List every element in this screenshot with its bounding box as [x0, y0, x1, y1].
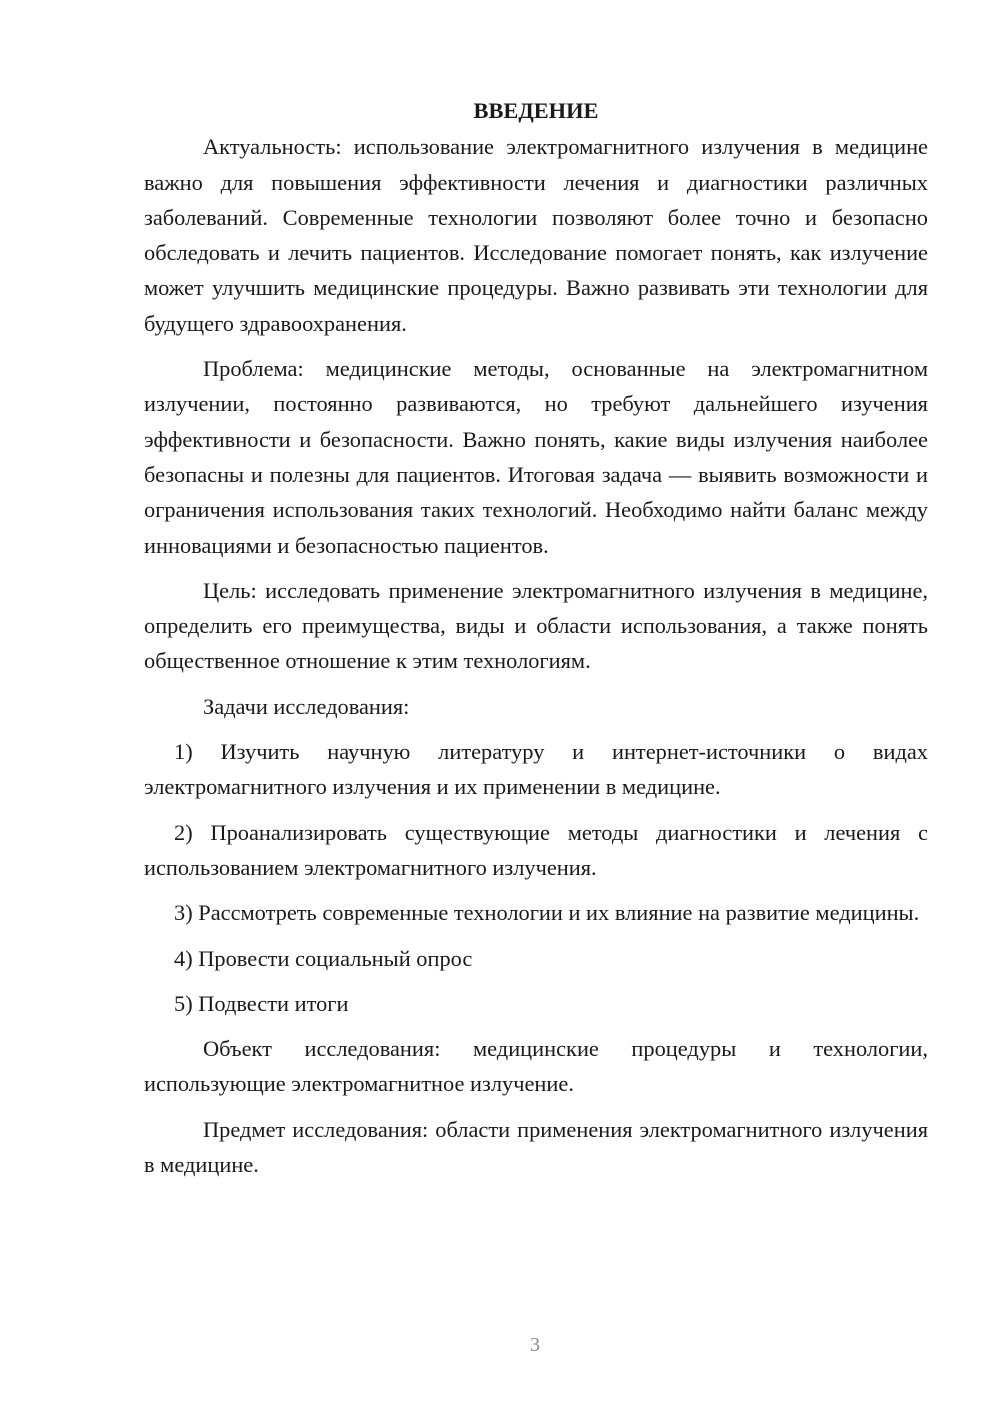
goal-paragraph: Цель: исследовать применение электромагнитного излучения в медицине, определить его преимущества, виды и области использования, а также понять общественное отношение к этим технологиям.	[144, 577, 928, 674]
object-paragraph: Объект исследования: медицинские процедуры и технологии, использующие электромагнитное излучение.	[144, 1036, 928, 1097]
task-item: 3) Рассмотреть современные технологии и их влияние на развитие медицины.	[174, 900, 920, 926]
task-item: 1) Изучить научную литературу и интернет-источники о видах электромагнитного излучения и их применении в медицине.	[144, 739, 928, 800]
relevance-paragraph: Актуальность: использование электромагнитного излучения в медицине важно для повышения эффективности лечения и диагностики различных заболеваний. Современные технологии позволяют более точно и безопасно обследовать и лечить пациентов. Исследование помогает понять, как излучение может улучшить медицинские процедуры. Важно развивать эти технологии для будущего здравоохранения.	[144, 134, 928, 336]
task-item: 2) Проанализировать существующие методы диагностики и лечения с использованием электромагнитного излучения.	[144, 819, 928, 880]
task-item: 4) Провести социальный опрос	[174, 945, 473, 971]
tasks-heading: Задачи исследования:	[203, 693, 410, 719]
page-content	[144, 93, 928, 1192]
subject-paragraph: Предмет исследования: области применения электромагнитного излучения в медицине.	[144, 1116, 928, 1178]
task-item: 5) Подвести итоги	[174, 990, 349, 1016]
page-number: 3	[530, 1334, 540, 1356]
section-title: ВВЕДЕНИЕ	[473, 98, 599, 123]
problem-paragraph: Проблема: медицинские методы, основанные на электромагнитном излучении, постоянно развиваются, но требуют дальнейшего изучения эффективности и безопасности. Важно понять, какие виды излучения наиболее безопасны и полезны для пациентов. Итоговая задача — выявить возможности и ограничения использования таких технологий. Необходимо найти баланс между инновациями и безопасностью пациентов.	[144, 356, 928, 558]
